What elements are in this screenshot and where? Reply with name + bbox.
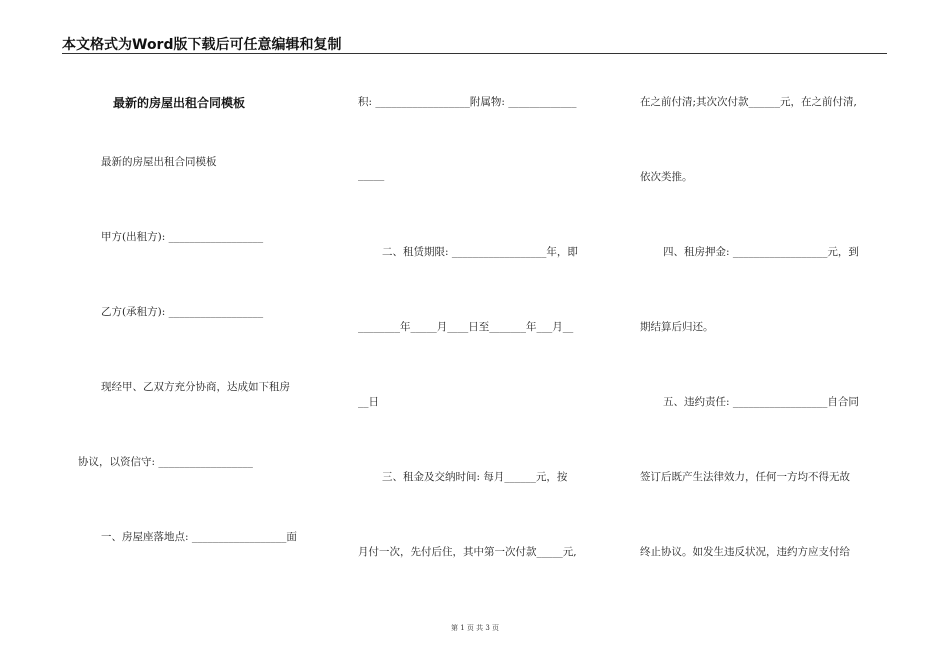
text-line: 期结算后归还。	[640, 321, 714, 333]
text-line: 月付一次，先付后住，其中第一次付款_____元,	[358, 546, 577, 558]
text-line: __日	[358, 396, 379, 408]
text-line: 在之前付清;其次次付款______元，在之前付清,	[640, 96, 857, 108]
text-line: 二、租赁期限: __________________年，即	[382, 246, 578, 258]
text-line: 协议，以资信守: __________________	[78, 456, 253, 468]
text-line: _____	[358, 169, 385, 181]
text-line: 三、租金及交纳时间: 每月______元，按	[382, 471, 568, 483]
text-line: 四、租房押金: __________________元，到	[663, 246, 859, 258]
text-line: 积: __________________附属物: _____________	[358, 96, 577, 108]
text-line: 终止协议。如发生违反状况，违约方应支付给	[640, 546, 850, 558]
text-line: 乙方(承租方): __________________	[101, 306, 264, 318]
page-number: 第 1 页 共 3 页	[450, 624, 500, 632]
text-line: 甲方(出租方): __________________	[101, 231, 264, 243]
text-line: 五、违约责任: __________________自合同	[663, 396, 859, 408]
document-title: 最新的房屋出租合同模板	[113, 96, 246, 110]
text-line: 签订后既产生法律效力，任何一方均不得无故	[640, 471, 850, 483]
text-line: 依次类推。	[640, 171, 693, 183]
text-line: 最新的房屋出租合同模板	[101, 156, 217, 168]
text-line: 现经甲、乙双方充分协商，达成如下租房	[101, 381, 290, 393]
text-line: ________年_____月____日至_______年___月__	[358, 321, 574, 333]
document-header: 本文格式为Word版下载后可任意编辑和复制	[62, 37, 342, 53]
text-line: 一、房屋座落地点: __________________面	[101, 531, 297, 543]
